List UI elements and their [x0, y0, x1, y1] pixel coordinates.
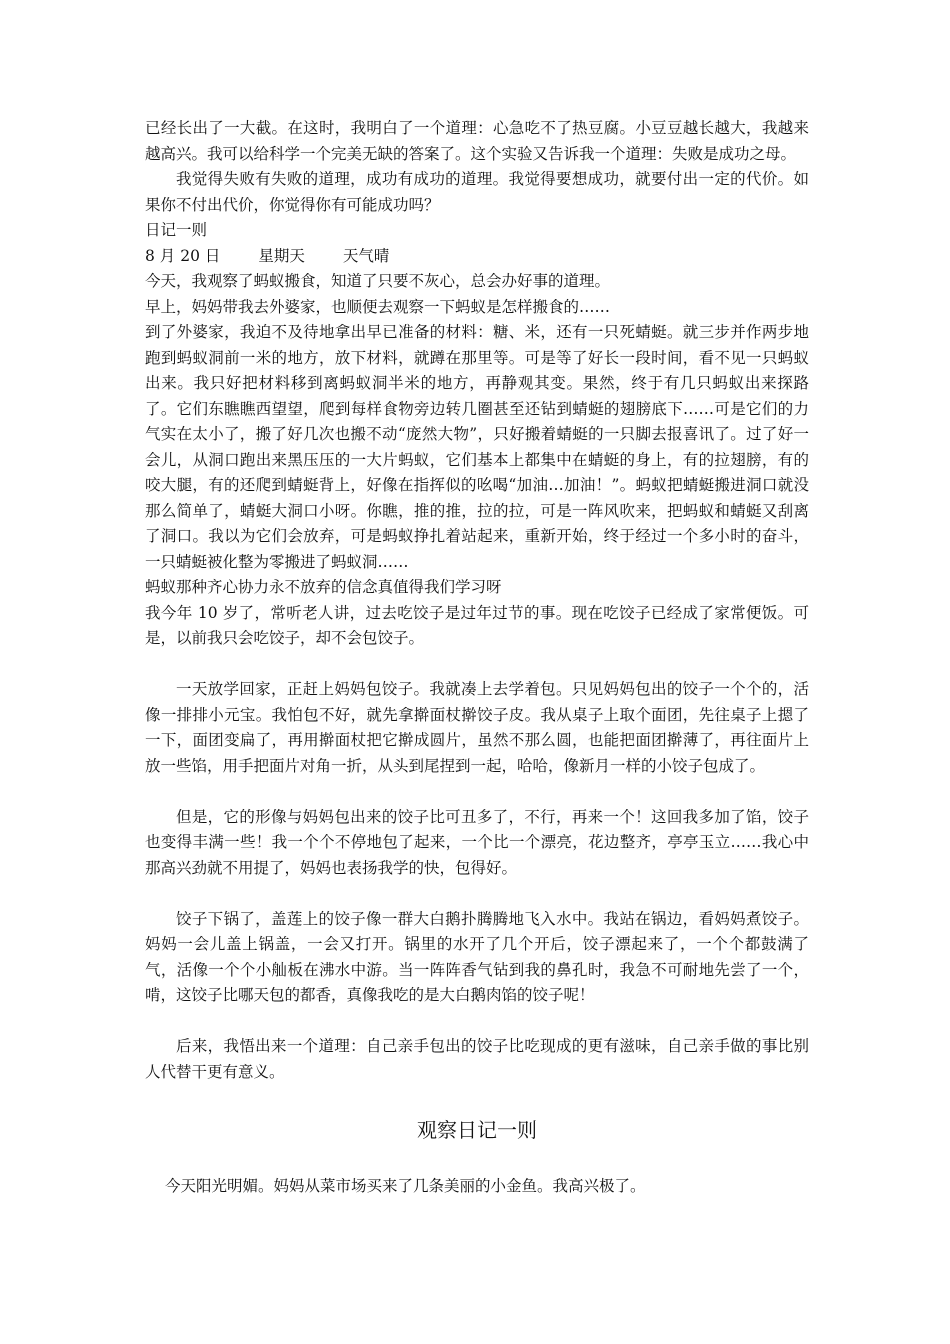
diary-weather: 天气晴 — [342, 246, 390, 265]
paragraph-morning: 早上，妈妈带我去外婆家，也顺便去观察一下蚂蚁是怎样搬食的…… — [145, 297, 611, 316]
paragraph-success-failure: 我觉得失败有失败的道理，成功有成功的道理。我觉得要想成功，就要付出一定的代价。如果你不付出代价，你觉得你有可能成功吗？ — [145, 170, 809, 214]
diary-weekday: 星期天 — [258, 246, 305, 265]
paragraph-dumpling-intro: 我今年 10 岁了，常听老人讲，过去吃饺子是过年过节的事。现在吃饺子已经成了家常便饭。可是，以前我只会吃饺子，却不会包饺子。 — [145, 603, 809, 647]
paragraph-ant-intro: 今天，我观察了蚂蚁搬食，知道了只要不灰心，总会办好事的道理。 — [145, 272, 611, 290]
paragraph-ant-lesson: 蚂蚁那种齐心协力永不放弃的信念真值得我们学习呀 — [145, 578, 502, 596]
section-title: 观察日记一则 — [417, 1118, 537, 1142]
paragraph-dumpling-practice: 但是，它的形像与妈妈包出来的饺子比可丑多了，不行，再来一个！这回我多加了馅，饺子也变得丰满一些！我一个个不停地包了起来，一个比一个漂亮，花边整齐，亭亭玉立……我心中那高兴劲就不用提了，妈妈也表扬我学的快，包得好。 — [145, 807, 809, 877]
paragraph-experiment-end: 已经长出了一大截。在这时，我明白了一个道理：心急吃不了热豆腐。小豆豆越长越大，我越来越高兴。我可以给科学一个完美无缺的答案了。这个实验又告诉我一个道理：失败是成功之母。 — [145, 119, 809, 163]
document-page — [145, 116, 809, 1200]
paragraph-dumpling-making: 一天放学回家，正赶上妈妈包饺子。我就凑上去学着包。只见妈妈包出的饺子一个个的，活像一排排小元宝。我怕包不好，就先拿擀面杖擀饺子皮。我从桌子上取个面团，先往桌子上摁了一下，面团变扁了，再用擀面杖把它擀成圆片，虽然不那么圆，也能把面团擀薄了，再往面片上放一些馅，用手把面片对角一折，从头到尾捏到一起，哈哈，像新月一样的小饺子包成了。 — [145, 680, 809, 775]
diary-heading: 日记一则 — [145, 221, 208, 239]
paragraph-ant-story: 到了外婆家，我迫不及待地拿出早已准备的材料：糖、米，还有一只死蜻蜓。就三步并作两步地跑到蚂蚁洞前一米的地方，放下材料，就蹲在那里等。可是等了好长一段时间，看不见一只蚂蚁出来。我只好把材料移到离蚂蚁洞半米的地方，再静观其变。果然，终于有几只蚂蚁出来探路了。它们东瞧瞧西望望，爬到每样食物旁边转几圈甚至还钻到蜻蜓的翅膀底下……可是它们的力气实在太小了，搬了好几次也搬不动“庞然大物”，只好搬着蜻蜓的一只脚去报喜讯了。过了好一会儿，从洞口跑出来黑压压的一大片蚂蚁，它们基本上都集中在蜻蜓的身上，有的拉翅膀，有的咬大腿，有的还爬到蜻蜓背上，好像在指挥似的吆喝“加油…加油！”。蚂蚁把蜻蜓搬进洞口就没那么简单了，蜻蜓大洞口小呀。你瞧，推的推，拉的拉，可是一阵风吹来，把蚂蚁和蜻蜓又刮离了洞口。我以为它们会放弃，可是蚂蚁挣扎着站起来，重新开始，终于经过一个多小时的奋斗，一只蜻蜓被化整为零搬进了蚂蚁洞…… — [145, 323, 809, 571]
diary-date: 8 月 20 日 — [145, 246, 221, 265]
paragraph-dumpling-lesson: 后来，我悟出来一个道理：自己亲手包出的饺子比吃现成的更有滋味，自己亲手做的事比别人代替干更有意义。 — [145, 1037, 809, 1081]
diary-date-line — [145, 244, 809, 270]
paragraph-dumpling-cooking: 饺子下锅了，盖莲上的饺子像一群大白鹅扑腾腾地飞入水中。我站在锅边，看妈妈煮饺子。妈妈一会儿盖上锅盖，一会又打开。锅里的水开了几个开后，饺子漂起来了，一个个都鼓满了气，活像一个个小舢板在沸水中游。当一阵阵香气钻到我的鼻孔时，我急不可耐地先尝了一个，啃，这饺子比哪天包的都香，真像我吃的是大白鹅肉馅的饺子呢！ — [145, 909, 809, 1004]
paragraph-goldfish: 今天阳光明媚。妈妈从菜市场买来了几条美丽的小金鱼。我高兴极了。 — [165, 1177, 646, 1195]
